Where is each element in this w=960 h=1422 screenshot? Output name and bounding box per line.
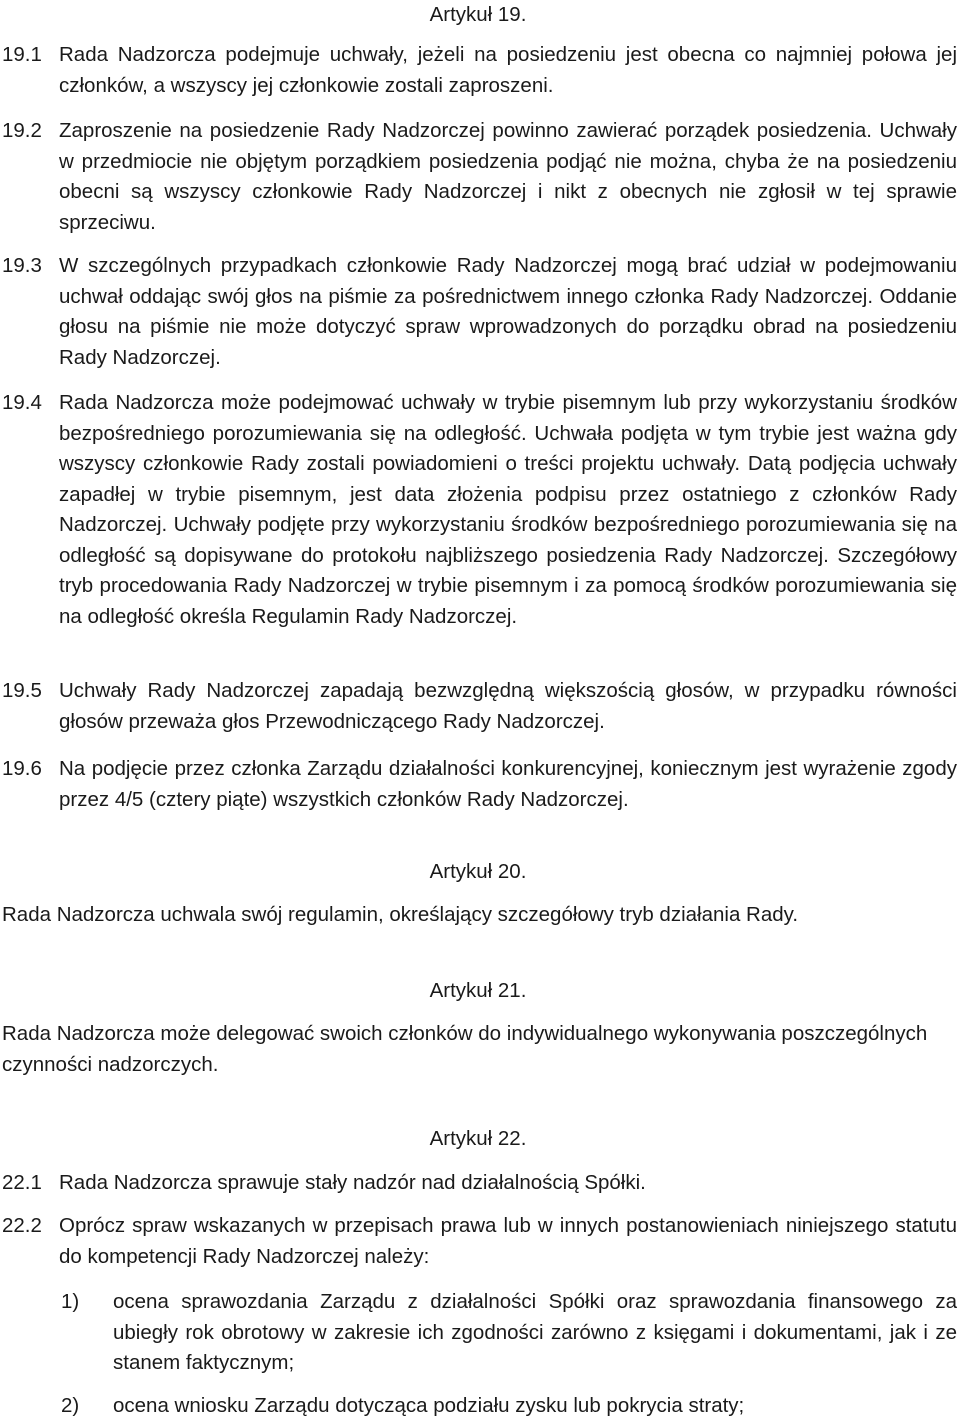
list-item bbox=[0, 1287, 957, 1379]
list-item-text: ocena sprawozdania Zarządu z działalności Spółki oraz sprawozdania finansowego za ubiegły rok obrotowy w zakresie ich zgodności zarówno z księgami i dokumentami, jak i ze stanem faktycznym; bbox=[113, 1290, 957, 1374]
section-19-5 bbox=[0, 676, 957, 737]
section-19-3 bbox=[0, 251, 957, 373]
section-number: 22.1 bbox=[2, 1171, 42, 1194]
article-22-heading: Artykuł 22. bbox=[429, 1127, 527, 1150]
section-text: Oprócz spraw wskazanych w przepisach prawa lub w innych postanowieniach niniejszego statutu do kompetencji Rady Nadzorczej należy: bbox=[59, 1214, 957, 1268]
section-number: 19.5 bbox=[2, 679, 42, 702]
article-20-text: Rada Nadzorcza uchwala swój regulamin, określający szczegółowy tryb działania Rady. bbox=[2, 903, 799, 926]
section-number: 19.4 bbox=[2, 391, 42, 414]
list-item-number: 1) bbox=[61, 1290, 80, 1313]
section-number: 19.3 bbox=[2, 254, 42, 277]
article-21-text: Rada Nadzorcza może delegować swoich członków do indywidualnego wykonywania poszczególnych czynności nadzorczych. bbox=[2, 1022, 928, 1076]
section-text: Uchwały Rady Nadzorczej zapadają bezwzględną większością głosów, w przypadku równości głosów przeważa głos Przewodniczącego Rady Nadzorczej. bbox=[59, 679, 957, 733]
section-number: 19.2 bbox=[2, 119, 42, 142]
article-19-heading: Artykuł 19. bbox=[429, 3, 527, 26]
section-number: 22.2 bbox=[2, 1214, 42, 1237]
list-item-text: ocena wniosku Zarządu dotycząca podziału zysku lub pokrycia straty; bbox=[113, 1394, 745, 1417]
section-19-1 bbox=[0, 40, 957, 101]
section-19-4 bbox=[0, 388, 957, 632]
list-item-number: 2) bbox=[61, 1394, 80, 1417]
section-text: Rada Nadzorcza może podejmować uchwały w trybie pisemnym lub przy wykorzystaniu środków bezpośredniego porozumiewania się na odległość. Uchwała podjęta w tym trybie jest ważna gdy wszyscy członkowie Rady zostali powiadomieni o treści projektu uchwały. Datą podjęcia uchwały zapadłej w trybie pisemnym, jest data złożenia podpisu przez ostatniego z członków Rady Nadzorczej. Uchwały podjęte przy wykorzystaniu środków bezpośredniego porozumiewania się na odległość są dopisywane do protokołu najbliższego posiedzenia Rady Nadzorczej. Szczegółowy tryb procedowania Rady Nadzorczej w trybie pisemnym i za pomocą środków porozumiewania się na odległość określa Regulamin Rady Nadzorczej. bbox=[59, 391, 957, 628]
section-number: 19.1 bbox=[2, 43, 42, 66]
article-21-heading: Artykuł 21. bbox=[429, 979, 527, 1002]
section-text: W szczególnych przypadkach członkowie Rady Nadzorczej mogą brać udział w podejmowaniu uchwał oddając swój głos na piśmie za pośrednictwem innego członka Rady Nadzorczej. Oddanie głosu na piśmie nie może dotyczyć spraw wprowadzonych do porządku obrad na posiedzeniu Rady Nadzorczej. bbox=[59, 254, 957, 369]
section-text: Na podjęcie przez członka Zarządu działalności konkurencyjnej, koniecznym jest wyrażenie zgody przez 4/5 (cztery piąte) wszystkich członków Rady Nadzorczej. bbox=[59, 757, 957, 811]
section-text: Zaproszenie na posiedzenie Rady Nadzorczej powinno zawierać porządek posiedzenia. Uchwały w przedmiocie nie objętym porządkiem posiedzenia podjąć nie można, chyba że na posiedzeniu obecni są wszyscy członkowie Rady Nadzorczej i nikt z obecnych nie zgłosił w tej sprawie sprzeciwu. bbox=[59, 119, 957, 234]
section-22-1 bbox=[0, 1168, 957, 1199]
section-19-2 bbox=[0, 116, 957, 238]
list-item bbox=[0, 1391, 957, 1422]
section-text: Rada Nadzorcza sprawuje stały nadzór nad działalnością Spółki. bbox=[59, 1171, 646, 1194]
section-19-6 bbox=[0, 754, 957, 815]
section-text: Rada Nadzorcza podejmuje uchwały, jeżeli na posiedzeniu jest obecna co najmniej połowa jej członków, a wszyscy jej członkowie zostali zaproszeni. bbox=[59, 43, 957, 97]
article-20-heading: Artykuł 20. bbox=[429, 860, 527, 883]
section-number: 19.6 bbox=[2, 757, 42, 780]
section-22-2 bbox=[0, 1211, 957, 1272]
